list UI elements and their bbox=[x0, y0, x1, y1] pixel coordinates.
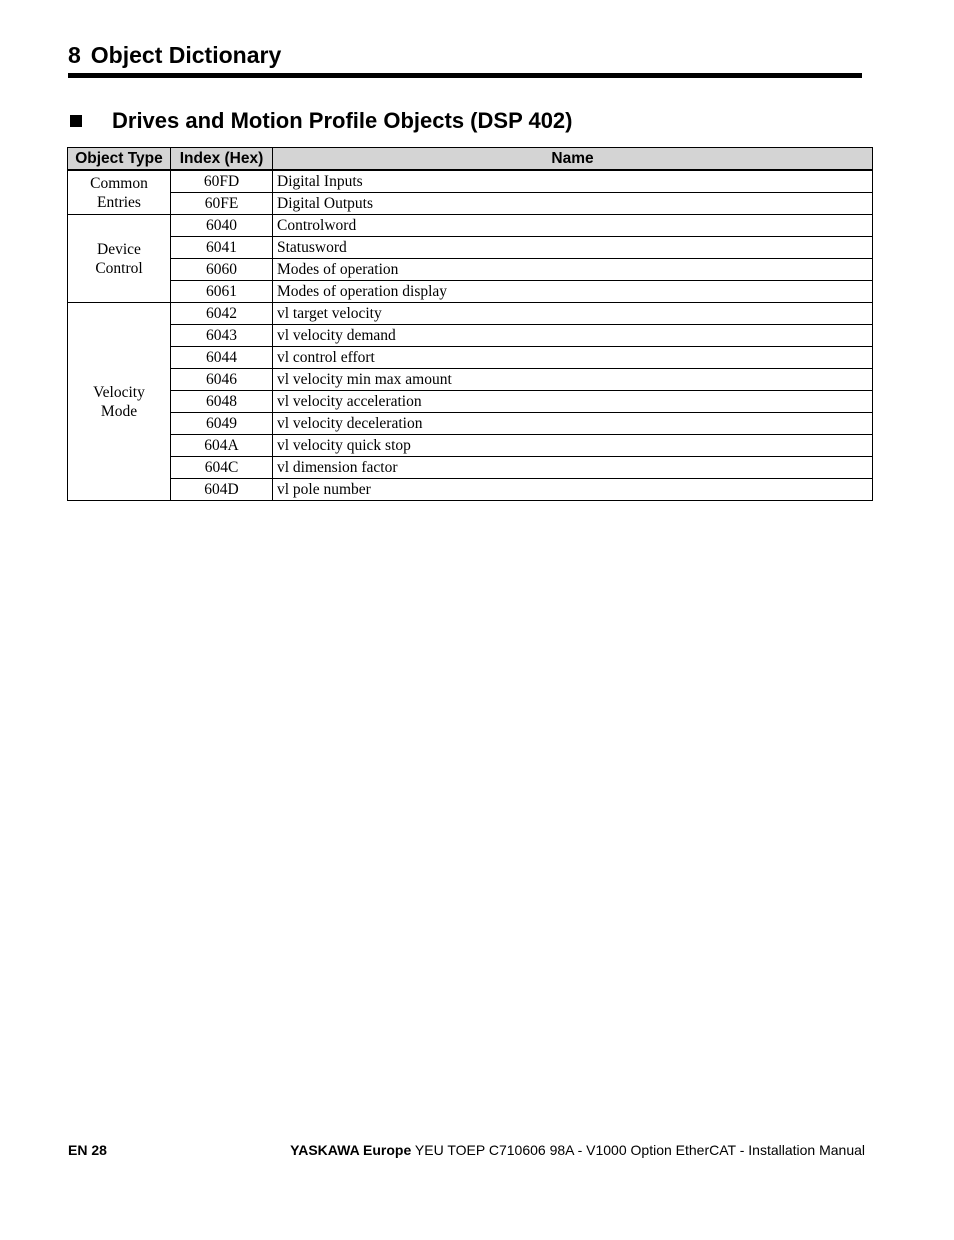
object-type-cell bbox=[68, 215, 171, 303]
header-object-type: Object Type bbox=[68, 148, 171, 171]
chapter-rule bbox=[68, 73, 862, 78]
name-cell: Modes of operation bbox=[273, 259, 873, 281]
table-row bbox=[68, 215, 873, 237]
table-row bbox=[68, 457, 873, 479]
object-type-cell bbox=[68, 303, 171, 501]
footer-doc: YEU TOEP C710606 98A - V1000 Option EtherCAT - Installation Manual bbox=[414, 1142, 865, 1158]
table-row bbox=[68, 193, 873, 215]
name-cell: vl velocity acceleration bbox=[273, 391, 873, 413]
name-cell: Modes of operation display bbox=[273, 281, 873, 303]
index-cell: 6061 bbox=[171, 281, 273, 303]
table-row bbox=[68, 347, 873, 369]
chapter-number: 8 bbox=[68, 42, 81, 68]
object-type-line: Common bbox=[90, 174, 148, 192]
index-cell: 6048 bbox=[171, 391, 273, 413]
index-cell: 6046 bbox=[171, 369, 273, 391]
name-cell: vl dimension factor bbox=[273, 457, 873, 479]
object-type-line: Device bbox=[97, 240, 141, 258]
index-cell: 6044 bbox=[171, 347, 273, 369]
index-cell: 6043 bbox=[171, 325, 273, 347]
table-row bbox=[68, 325, 873, 347]
index-cell: 60FD bbox=[171, 170, 273, 193]
table-row bbox=[68, 237, 873, 259]
page-number: EN 28 bbox=[68, 1142, 107, 1158]
name-cell: vl pole number bbox=[273, 479, 873, 501]
index-cell: 6042 bbox=[171, 303, 273, 325]
name-cell: vl velocity deceleration bbox=[273, 413, 873, 435]
table-row bbox=[68, 170, 873, 193]
object-type-line: Mode bbox=[100, 402, 138, 420]
name-cell: vl control effort bbox=[273, 347, 873, 369]
object-type-cell bbox=[68, 170, 171, 215]
index-cell: 6049 bbox=[171, 413, 273, 435]
name-cell: vl target velocity bbox=[273, 303, 873, 325]
index-cell: 6060 bbox=[171, 259, 273, 281]
object-type-line: Control bbox=[95, 259, 143, 277]
object-type-line: Entries bbox=[97, 193, 141, 211]
name-cell: Digital Inputs bbox=[273, 170, 873, 193]
index-cell: 60FE bbox=[171, 193, 273, 215]
table-header-row bbox=[68, 148, 873, 171]
index-cell: 604D bbox=[171, 479, 273, 501]
name-cell: Controlword bbox=[273, 215, 873, 237]
name-cell: Digital Outputs bbox=[273, 193, 873, 215]
chapter-title-text: Object Dictionary bbox=[90, 42, 282, 68]
header-name: Name bbox=[273, 148, 873, 171]
table-row bbox=[68, 369, 873, 391]
table-row bbox=[68, 413, 873, 435]
name-cell: vl velocity quick stop bbox=[273, 435, 873, 457]
footer-document-title bbox=[290, 1142, 865, 1158]
table-row bbox=[68, 391, 873, 413]
section-heading bbox=[70, 108, 573, 134]
section-title: Drives and Motion Profile Objects (DSP 402) bbox=[112, 108, 573, 133]
index-cell: 604C bbox=[171, 457, 273, 479]
table-row bbox=[68, 281, 873, 303]
header-index-hex: Index (Hex) bbox=[171, 148, 273, 171]
index-cell: 604A bbox=[171, 435, 273, 457]
table-row bbox=[68, 435, 873, 457]
table-row bbox=[68, 259, 873, 281]
object-dictionary-table bbox=[67, 147, 873, 501]
index-cell: 6040 bbox=[171, 215, 273, 237]
footer-brand: YASKAWA Europe bbox=[290, 1142, 412, 1158]
table-row bbox=[68, 479, 873, 501]
object-type-line: Velocity bbox=[93, 383, 145, 401]
square-bullet-icon bbox=[70, 115, 82, 127]
index-cell: 6041 bbox=[171, 237, 273, 259]
name-cell: vl velocity min max amount bbox=[273, 369, 873, 391]
name-cell: vl velocity demand bbox=[273, 325, 873, 347]
table-row bbox=[68, 303, 873, 325]
chapter-title bbox=[68, 42, 281, 70]
name-cell: Statusword bbox=[273, 237, 873, 259]
